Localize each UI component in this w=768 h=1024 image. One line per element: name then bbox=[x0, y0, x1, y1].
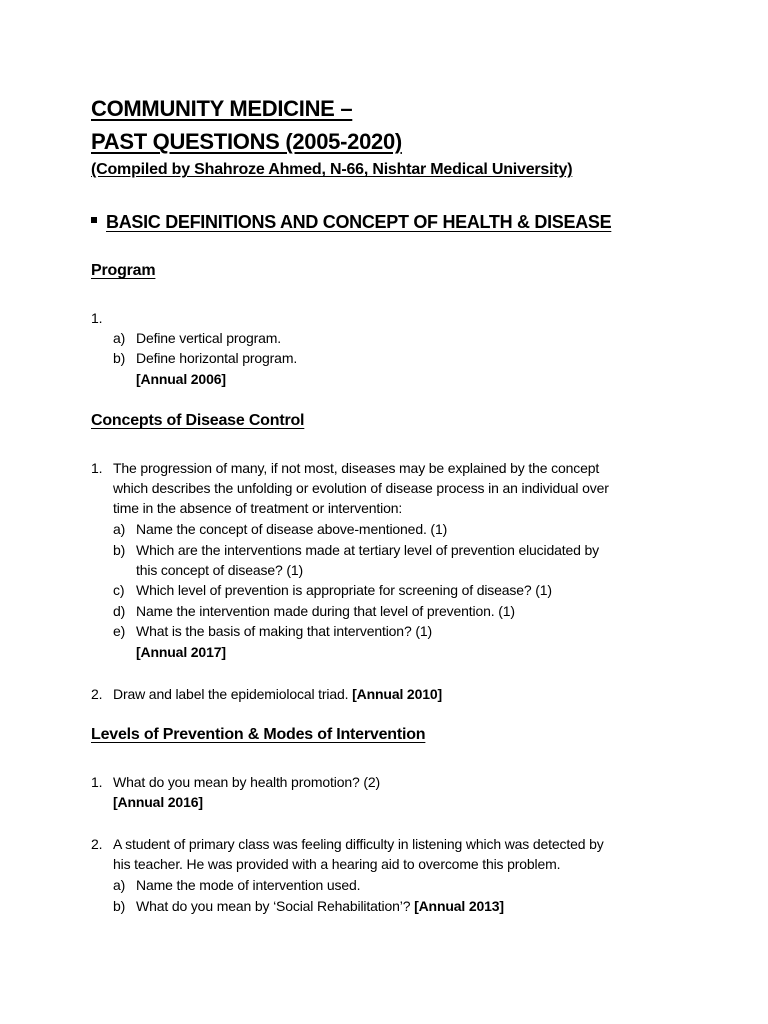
square-bullet-icon bbox=[91, 217, 97, 223]
program-q1-number: 1. bbox=[91, 310, 103, 326]
disease-q1-line1: The progression of many, if not most, diseases may be explained by the concept bbox=[113, 460, 600, 476]
prevention-q2-number: 2. bbox=[91, 836, 103, 852]
section-heading-label: BASIC DEFINITIONS AND CONCEPT OF HEALTH & DISEASE bbox=[106, 212, 612, 232]
disease-q1-a-text: Name the concept of disease above-mentioned. (1) bbox=[136, 521, 448, 537]
disease-q1-a-letter: a) bbox=[113, 521, 126, 537]
disease-q1-b-letter: b) bbox=[113, 542, 126, 558]
section-heading bbox=[91, 212, 611, 233]
prevention-q2-line1: A student of primary class was feeling difficulty in listening which was detected by bbox=[113, 836, 604, 852]
disease-q1-b-text-line2: this concept of disease? (1) bbox=[136, 562, 304, 578]
disease-q1-reference: [Annual 2017] bbox=[136, 644, 226, 660]
program-q1-b-text: Define horizontal program. bbox=[136, 350, 298, 366]
program-q1-reference: [Annual 2006] bbox=[136, 371, 226, 387]
prevention-q1-reference: [Annual 2016] bbox=[113, 794, 203, 810]
prevention-q2-a-text: Name the mode of intervention used. bbox=[136, 877, 361, 893]
disease-q2-text: Draw and label the epidemiolocal triad. bbox=[113, 686, 353, 702]
disease-q2-line bbox=[113, 684, 442, 704]
prevention-q1-number: 1. bbox=[91, 774, 103, 790]
disease-q1-line2: which describes the unfolding or evolution of disease process in an individual over bbox=[113, 480, 609, 496]
disease-q1-c-letter: c) bbox=[113, 582, 125, 598]
doc-title-line1: COMMUNITY MEDICINE – bbox=[91, 96, 353, 121]
heading-prevention: Levels of Prevention & Modes of Intervention bbox=[91, 726, 426, 743]
disease-q1-line3: time in the absence of treatment or intervention: bbox=[113, 500, 403, 516]
program-q1-a-text: Define vertical program. bbox=[136, 330, 282, 346]
prevention-q2-b-reference: [Annual 2013] bbox=[414, 898, 504, 914]
program-q1-a-letter: a) bbox=[113, 330, 126, 346]
heading-disease-control: Concepts of Disease Control bbox=[91, 412, 305, 429]
disease-q2-reference: [Annual 2010] bbox=[352, 686, 442, 702]
prevention-q2-a-letter: a) bbox=[113, 877, 126, 893]
disease-q1-c-text: Which level of prevention is appropriate for screening of disease? (1) bbox=[136, 582, 552, 598]
prevention-q2-line2: his teacher. He was provided with a hearing aid to overcome this problem. bbox=[113, 856, 561, 872]
disease-q1-b-text-line1: Which are the interventions made at tertiary level of prevention elucidated by bbox=[136, 542, 600, 558]
disease-q2-number: 2. bbox=[91, 686, 103, 702]
disease-q1-d-text: Name the intervention made during that level of prevention. (1) bbox=[136, 603, 515, 619]
prevention-q2-b-line bbox=[136, 896, 504, 916]
disease-q1-e-text: What is the basis of making that intervention? (1) bbox=[136, 623, 432, 639]
prevention-q1-text: What do you mean by health promotion? (2) bbox=[113, 774, 381, 790]
doc-title-line2: PAST QUESTIONS (2005-2020) bbox=[91, 129, 402, 154]
prevention-q2-b-text: What do you mean by ‘Social Rehabilitation’? bbox=[136, 898, 415, 914]
heading-program: Program bbox=[91, 262, 156, 279]
disease-q1-e-letter: e) bbox=[113, 623, 126, 639]
prevention-q2-b-letter: b) bbox=[113, 898, 126, 914]
doc-subtitle: (Compiled by Shahroze Ahmed, N-66, Nishtar Medical University) bbox=[91, 161, 573, 178]
program-q1-b-letter: b) bbox=[113, 350, 126, 366]
disease-q1-number: 1. bbox=[91, 460, 103, 476]
disease-q1-d-letter: d) bbox=[113, 603, 126, 619]
